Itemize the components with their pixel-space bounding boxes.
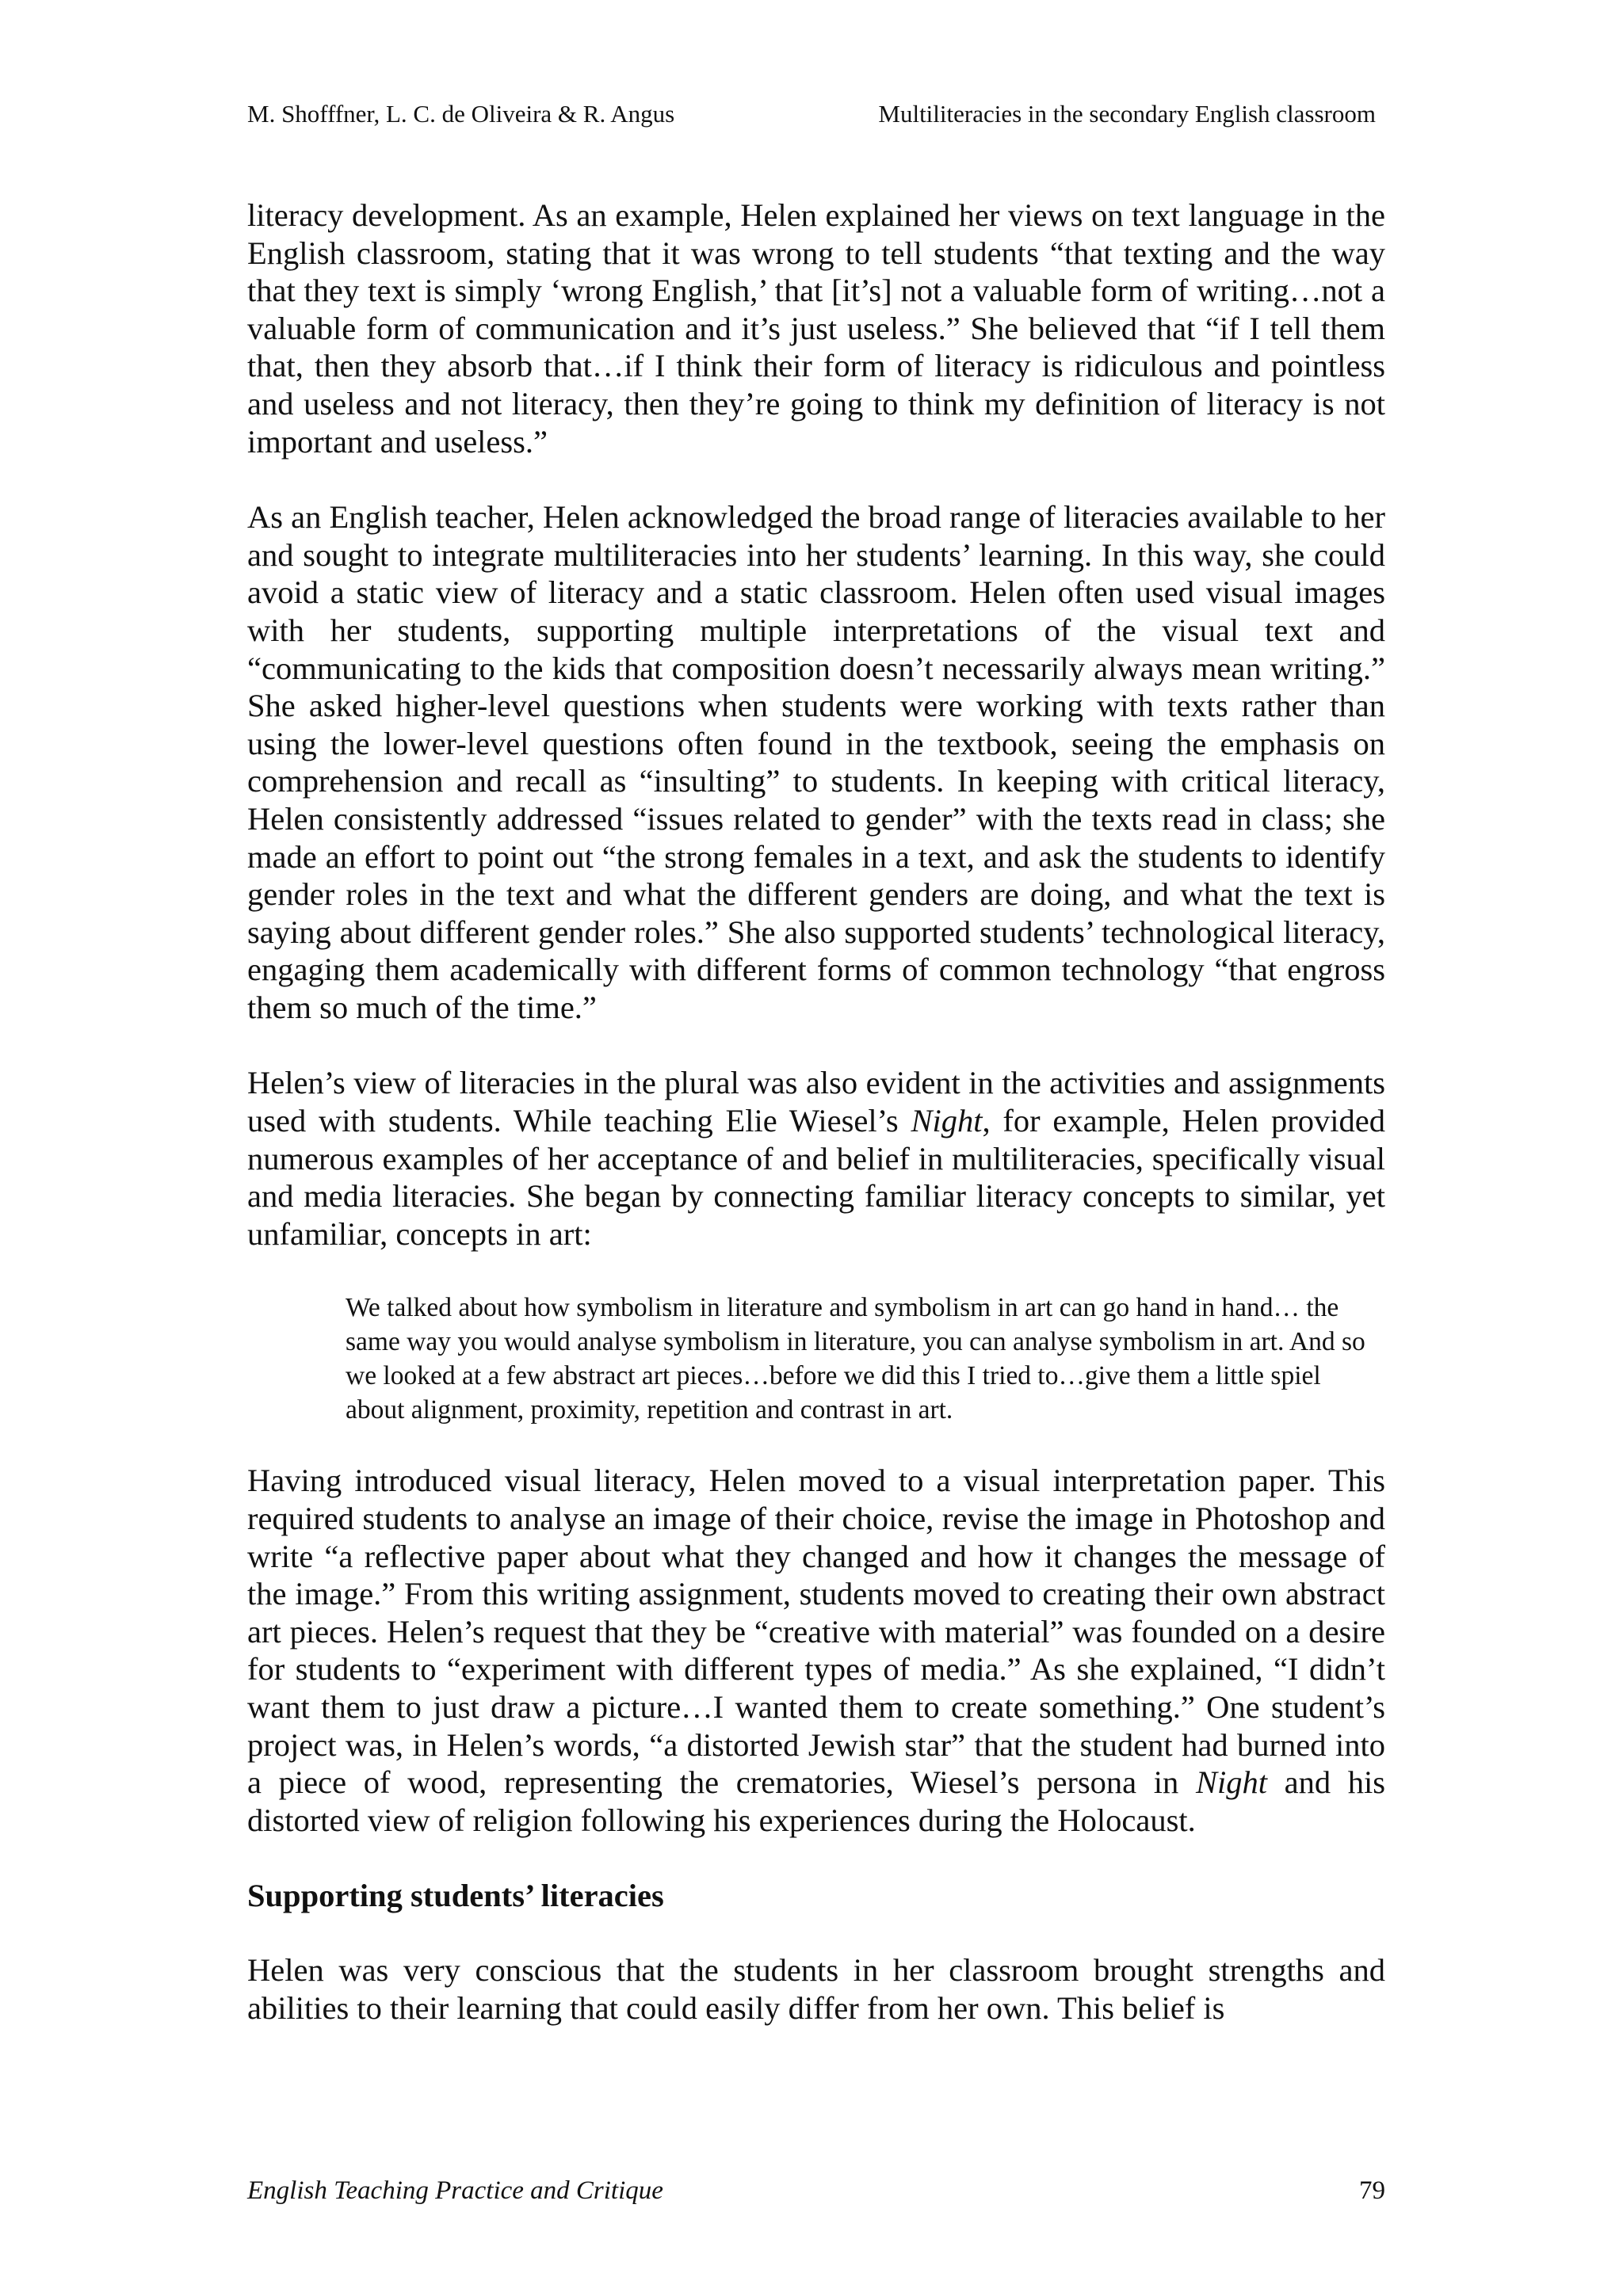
article-body bbox=[247, 196, 1385, 2027]
paragraph-3-text-b: , for example, Helen provided numerous examples of her acceptance of and belief in multiliteracies, specifically visual and media literacies. She began by connecting familiar literacy concepts to similar, yet unfamiliar, concepts in art: bbox=[247, 1103, 1385, 1252]
book-title-night: Night bbox=[1195, 1764, 1267, 1801]
paragraph-4-text-b: and his distorted view of religion following his experiences during the Holocaust. bbox=[247, 1764, 1385, 1838]
paragraph-3-text-a: Helen’s view of literacies in the plural was also evident in the activities and assignments used with students. While teaching Elie Wiesel’s bbox=[247, 1065, 1385, 1139]
page-number: 79 bbox=[1359, 2176, 1385, 2205]
paragraph-4 bbox=[247, 1462, 1385, 1839]
section-heading: Supporting students’ literacies bbox=[247, 1878, 664, 1914]
paragraph-3 bbox=[247, 1064, 1385, 1253]
book-title-night: Night bbox=[911, 1103, 983, 1139]
paragraph-5: Helen was very conscious that the students in her classroom brought strengths and abilities to their learning that could easily differ from her own. This belief is bbox=[247, 1951, 1385, 2026]
block-quote: We talked about how symbolism in literature and symbolism in art can go hand in hand… the same way you would analyse symbolism in literature, you can analyse symbolism in art. And so we looked at a few abstract art pieces…before we did this I tried to…give them a little spiel about alignment, proximity, repetition and contrast in art. bbox=[346, 1293, 1365, 1425]
running-head-title: Multiliteracies in the secondary English classroom bbox=[878, 100, 1376, 128]
paragraph-1: literacy development. As an example, Helen explained her views on text language in the English classroom, stating that it was wrong to tell students “that texting and the way that they text is simply ‘wrong English,’ that [it’s] not a valuable form of writing…not a valuable form of communication and it’s just useless.” She believed that “if I tell them that, then they absorb that…if I think their form of literacy is ridiculous and pointless and useless and not literacy, then they’re going to think my definition of literacy is not important and useless.” bbox=[247, 197, 1385, 460]
running-head-authors: M. Shofffner, L. C. de Oliveira & R. Angus bbox=[247, 100, 675, 128]
paragraph-4-text-a: Having introduced visual literacy, Helen moved to a visual interpretation paper. This required students to analyse an image of their choice, revise the image in Photoshop and write “a reflective paper about what they changed and how it changes the message of the image.” From this writing assignment, students moved to creating their own abstract art pieces. Helen’s request that they be “creative with material” was founded on a desire for students to “experiment with different types of media.” As she explained, “I didn’t want them to just draw a picture…I wanted them to create something.” One student’s project was, in Helen’s words, “a distorted Jewish star” that the student had burned into a piece of wood, representing the crematories, Wiesel’s persona in bbox=[247, 1463, 1385, 1801]
paragraph-2: As an English teacher, Helen acknowledged the broad range of literacies available to her and sought to integrate multiliteracies into her students’ learning. In this way, she could avoid a static view of literacy and a static classroom. Helen often used visual images with her students, supporting multiple interpretations of the visual text and “communicating to the kids that composition doesn’t necessarily always mean writing.” She asked higher-level questions when students were working with texts rather than using the lower-level questions often found in the textbook, seeing the emphasis on comprehension and recall as “insulting” to students. In keeping with critical literacy, Helen consistently addressed “issues related to gender” with the texts read in class; she made an effort to point out “the strong females in a text, and ask the students to identify gender roles in the text and what the different genders are doing, and what the text is saying about different gender roles.” She also supported students’ technological literacy, engaging them academically with different forms of common technology “that engross them so much of the time.” bbox=[247, 499, 1385, 1025]
journal-name: English Teaching Practice and Critique bbox=[247, 2176, 663, 2205]
